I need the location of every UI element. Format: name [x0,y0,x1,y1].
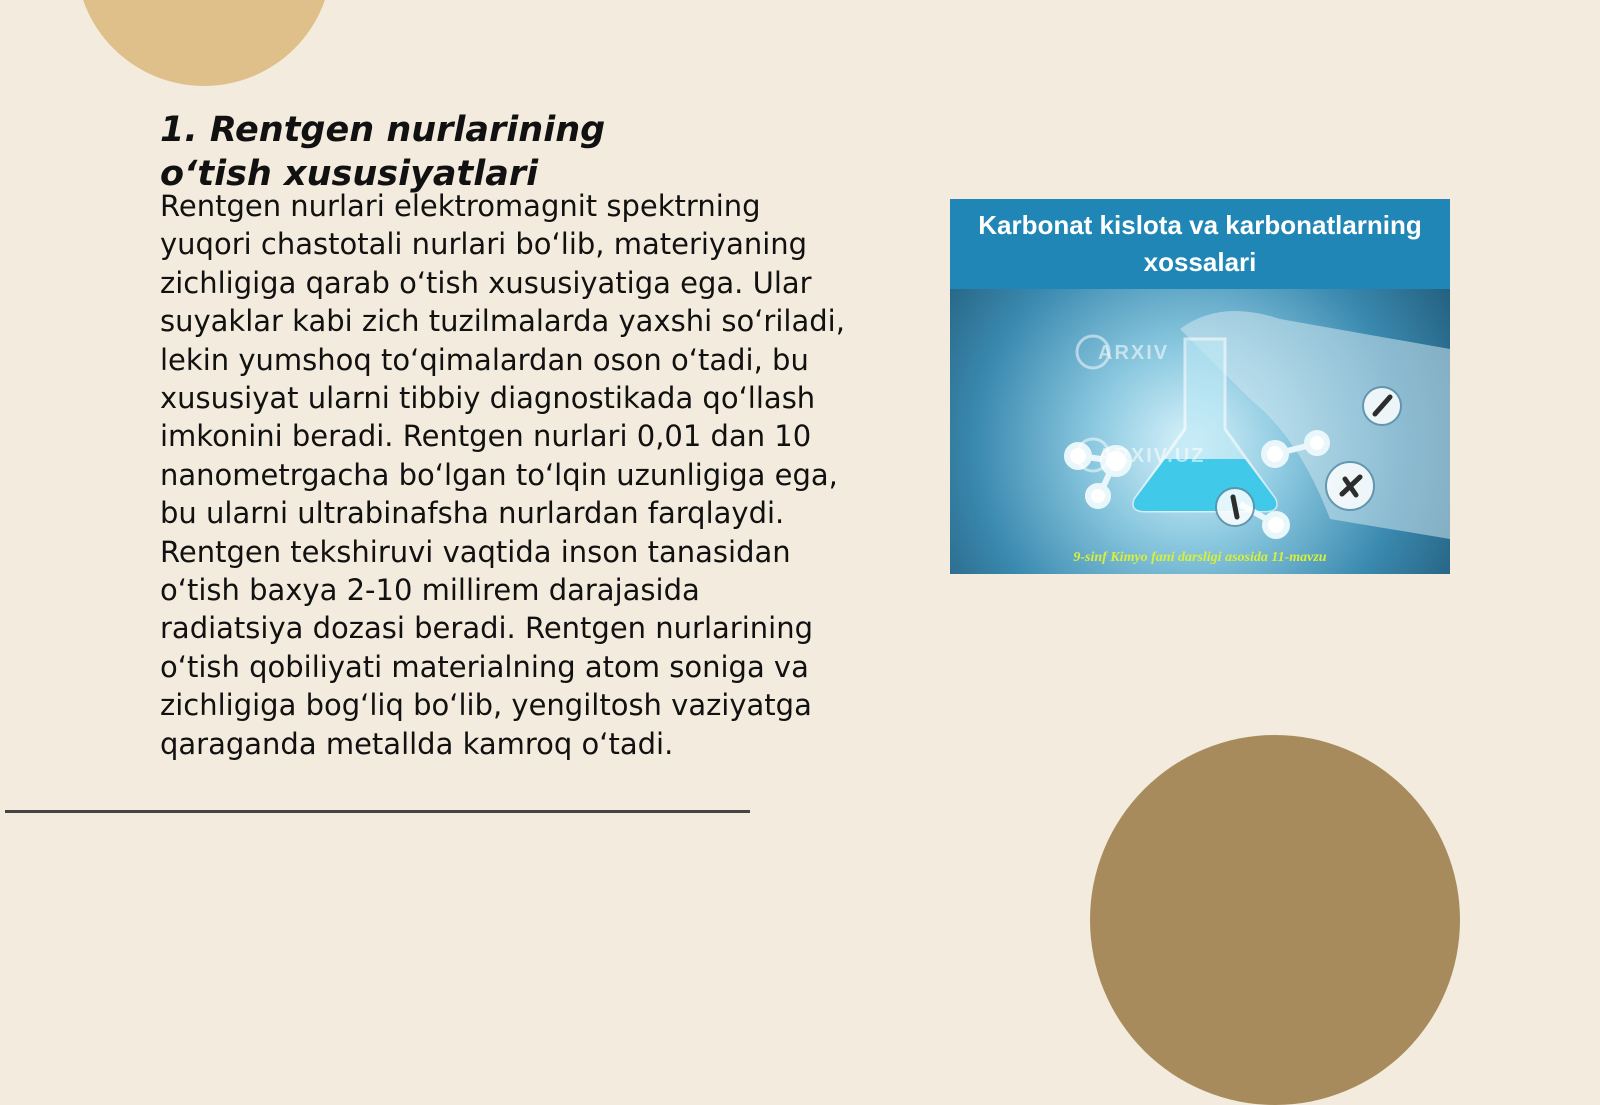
image-footer: 9-sinf Kimyo fani darsligi asosida 11-mavzu [1073,550,1327,565]
decorative-circle-bottom [1090,735,1460,1105]
slide-image [950,199,1450,574]
watermark-text-1: ARXIV [1098,342,1170,364]
slide-body-text: Rentgen nurlari elektromagnit spektrning yuqori chastotali nurlari bo‘lib, materiyaning zichligiga qarab o‘tish xususiyatiga ega. Ular suyaklar kabi zich tuzilmalarda yaxshi so‘riladi, lekin yumshoq to‘qimalardan oson o‘tadi, bu xususiyat ularni tibbiy diagnostikada qo‘llash imkonini beradi. Rentgen nurlari 0,01 dan 10 nanometrgacha bo‘lgan to‘lqin uzunligiga ega, bu ularni ultrabinafsha nurlardan farqlaydi. Rentgen tekshiruvi vaqtida inson tanasidan o‘tish baxya 2-10 millirem darajasida radiatsiya dozasi beradi. Rentgen nurlarining o‘tish qobiliyati materialning atom soniga va zichligiga bog‘liq bo‘lib, yengiltosh vaziyatga qaraganda metallda kamroq o‘tadi. [160,189,845,761]
slide-title: 1. Rentgen nurlarining o‘tish xususiyatlari [160,110,606,194]
divider-line [5,810,750,813]
flask-illustration [950,289,1450,574]
watermark-text-2: ARXIV.UZ [1098,445,1206,467]
image-heading: Karbonat kislota va karbonatlarning xossalari [950,199,1450,289]
image-illustration [950,289,1450,574]
decorative-circle-top [76,0,332,86]
